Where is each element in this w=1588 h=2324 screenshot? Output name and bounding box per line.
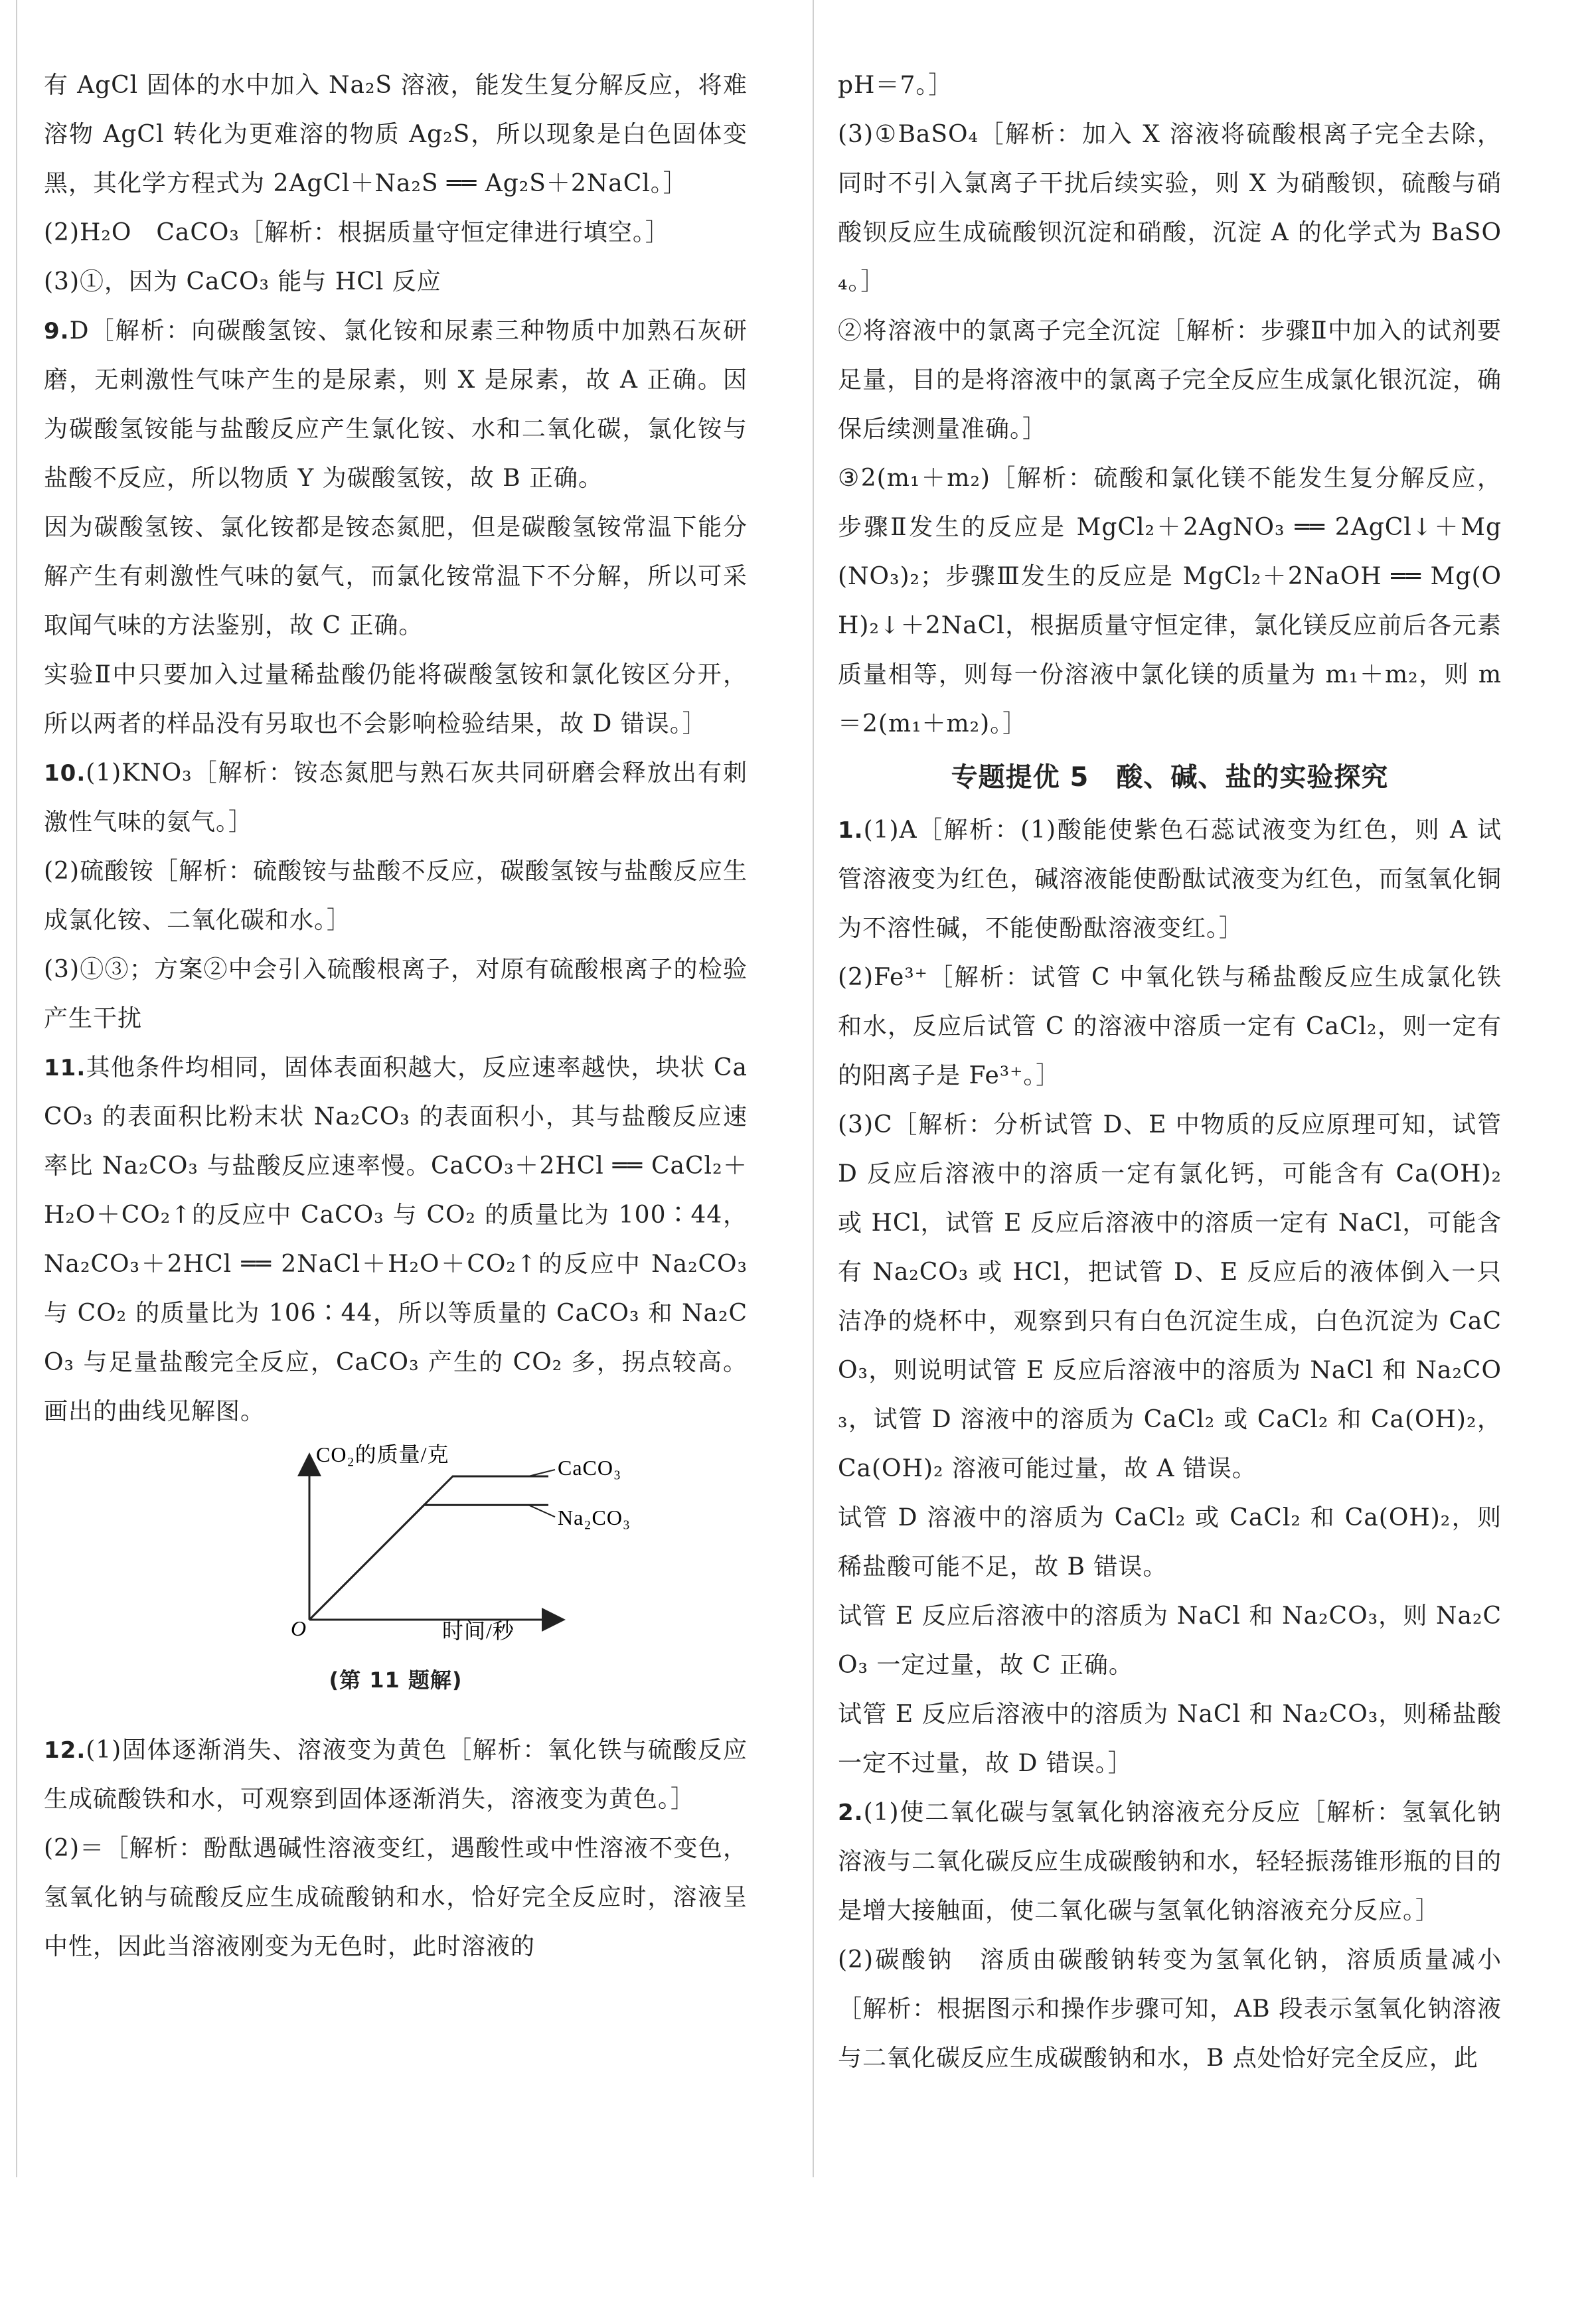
r-q1-para-3: (3)C［解析：分析试管 D、E 中物质的反应原理可知，试管 D 反应后溶液中的溶质一定有氯化钙，可能含有 Ca(OH)₂ 或 HCl，试管 E 反应后溶液中的溶质一定有 NaCl，可能含有 Na₂CO₃ 或 HCl，把试管 D、E 反应后的液体倒入一只洁净的烧杯中，观察到只有白色沉淀生成，白色沉淀为 CaCO₃，则说明试管 E 反应后溶液中的溶质为 NaCl 和 Na₂CO₃，试管 D 溶液中的溶质为 CaCl₂ 或 CaCl₂ 和 Ca(OH)₂，Ca(OH)₂ 溶液可能过量，故 A 错误。 [838, 1111, 1502, 1482]
r-q1-number: 1. [838, 817, 864, 844]
origin-label: O [291, 1616, 307, 1640]
intro-para-2: (2)H₂O CaCO₃［解析：根据质量守恒定律进行填空。］ [44, 219, 670, 246]
co2-mass-chart [44, 1442, 748, 1641]
q9-para-3: 实验Ⅱ中只要加入过量稀盐酸仍能将碳酸氢铵和氯化铵区分开，所以两者的样品没有另取也不会影响检验结果，故 D 错误。］ [44, 661, 748, 737]
q11-text: 其他条件均相同，固体表面积越大，反应速率越快，块状 CaCO₃ 的表面积比粉末状 Na₂CO₃ 的表面积小，其与盐酸反应速率比 Na₂CO₃ 与盐酸反应速率慢。CaCO₃＋2HCl ══ CaCl₂＋H₂O＋CO₂↑的反应中 CaCO₃ 与 CO₂ 的质量比为 100∶44，Na₂CO₃＋2HCl ══ 2NaCl＋H₂O＋CO₂↑的反应中 Na₂CO₃ 与 CO₂ 的质量比为 106∶44，所以等质量的 CaCO₃ 和 Na₂CO₃ 与足量盐酸完全反应，CaCO₃ 产生的 CO₂ 多，拐点较高。画出的曲线见解图。 [44, 1054, 748, 1425]
q11-caption: (第 11 题解) [329, 1667, 463, 1693]
q10-para-1: (1)KNO₃［解析：铵态氮肥与熟石灰共同研磨会释放出有刺激性气味的氨气。］ [44, 759, 748, 836]
r-q1-answer [838, 806, 1502, 953]
column-divider [813, 0, 814, 2177]
left-column [44, 61, 748, 1972]
left-margin-rule [16, 0, 17, 2177]
series-line-1 [309, 1505, 548, 1620]
right-top-para-2: (3)①BaSO₄［解析：加入 X 溶液将硫酸根离子完全去除，同时不引入氯离子干扰后续实验，则 X 为硝酸钡，硫酸与硝酸钡反应生成硫酸钡沉淀和硝酸，沉淀 A 的化学式为 BaSO₄。］ [838, 121, 1502, 295]
r-q2-number: 2. [838, 1800, 864, 1826]
q12-number: 12. [44, 1737, 86, 1764]
q11-number: 11. [44, 1055, 86, 1081]
right-top-para-3: ②将溶液中的氯离子完全沉淀［解析：步骤Ⅱ中加入的试剂要足量，目的是将溶液中的氯离子完全反应生成氯化银沉淀，确保后续测量准确。］ [838, 317, 1502, 443]
q10-answer [44, 749, 748, 847]
r-q1-para-5: 试管 E 反应后溶液中的溶质为 NaCl 和 Na₂CO₃，则 Na₂CO₃ 一定过量，故 C 正确。 [838, 1602, 1502, 1679]
right-top-para-4: ③2(m₁＋m₂)［解析：硫酸和氯化镁不能发生复分解反应，步骤Ⅱ发生的反应是 MgCl₂＋2AgNO₃ ══ 2AgCl↓＋Mg(NO₃)₂；步骤Ⅲ发生的反应是 MgCl₂＋2NaOH ══ Mg(OH)₂↓＋2NaCl，根据质量守恒定律，氯化镁反应前后各元素质量相等，则每一份溶液中氯化镁的质量为 m₁＋m₂，则 m＝2(m₁＋m₂)。］ [838, 465, 1502, 737]
intro-para-3: (3)①，因为 CaCO₃ 能与 HCl 反应 [44, 268, 441, 295]
q9-number: 9. [44, 318, 70, 345]
q12-answer [44, 1726, 748, 1824]
q10-para-3: (3)①③；方案②中会引入硫酸根离子，对原有硫酸根离子的检验产生干扰 [44, 956, 748, 1032]
series-label-1: Na₂CO₃ [558, 1506, 631, 1530]
series-line-0 [309, 1476, 548, 1620]
x-axis-label: 时间/秒 [442, 1619, 515, 1641]
r-q2-para-1: (1)使二氧化碳与氢氧化钠溶液充分反应［解析：氢氧化钠溶液与二氧化碳反应生成碳酸钠和水，轻轻振荡锥形瓶的目的是增大接触面，使二氧化碳与氢氧化钠溶液充分反应。］ [838, 1799, 1502, 1924]
series-layer [309, 1456, 631, 1620]
r-q1-para-2: (2)Fe³⁺［解析：试管 C 中氧化铁与稀盐酸反应生成氯化铁和水，反应后试管 C 的溶液中溶质一定有 CaCl₂，则一定有的阳离子是 Fe³⁺。］ [838, 964, 1502, 1089]
q11-figure [44, 1442, 748, 1658]
r-q2-para-2: (2)碳酸钠 溶质由碳酸钠转变为氢氧化钠，溶质质量减小［解析：根据图示和操作步骤可知，AB 段表示氢氧化钠溶液与二氧化碳反应生成碳酸钠和水，B 点处恰好完全反应，此 [838, 1946, 1502, 2072]
q9-para-1: D［解析：向碳酸氢铵、氯化铵和尿素三种物质中加熟石灰研磨，无刺激性气味产生的是尿素，则 X 是尿素，故 A 正确。因为碳酸氢铵能与盐酸反应产生氯化铵、水和二氧化碳，氯化铵与盐酸不反应，所以物质 Y 为碳酸氢铵，故 B 正确。 [44, 317, 748, 492]
q12-para-1: (1)固体逐渐消失、溶液变为黄色［解析：氧化铁与硫酸反应生成硫酸铁和水，可观察到固体逐渐消失，溶液变为黄色。］ [44, 1737, 748, 1813]
q9-answer [44, 307, 748, 503]
intro-para-1: 有 AgCl 固体的水中加入 Na₂S 溶液，能发生复分解反应，将难溶物 AgCl 转化为更难溶的物质 Ag₂S，所以现象是白色固体变黑，其化学方程式为 2AgCl＋Na₂S ══ Ag₂S＋2NaCl。］ [44, 72, 748, 197]
series-leader-1 [528, 1505, 555, 1517]
section-title: 专题提优 5 酸、碱、盐的实验探究 [951, 762, 1389, 793]
r-q2-answer [838, 1788, 1502, 1936]
r-q1-para-6: 试管 E 反应后溶液中的溶质为 NaCl 和 Na₂CO₃，则稀盐酸一定不过量，故 D 错误。］ [838, 1701, 1502, 1777]
q12-para-2: (2)＝［解析：酚酞遇碱性溶液变红，遇酸性或中性溶液不变色，氢氧化钠与硫酸反应生成硫酸钠和水，恰好完全反应时，溶液呈中性，因此当溶液刚变为无色时，此时溶液的 [44, 1835, 748, 1960]
r-q1-para-4: 试管 D 溶液中的溶质为 CaCl₂ 或 CaCl₂ 和 Ca(OH)₂，则稀盐酸可能不足，故 B 错误。 [838, 1504, 1502, 1581]
q10-para-2: (2)硫酸铵［解析：硫酸铵与盐酸不反应，碳酸氢铵与盐酸反应生成氯化铵、二氧化碳和水。］ [44, 858, 748, 934]
q10-number: 10. [44, 760, 86, 787]
right-top-para-1: pH＝7。］ [838, 72, 953, 99]
r-q1-para-1: (1)A［解析：(1)酸能使紫色石蕊试液变为红色，则 A 试管溶液变为红色，碱溶液能使酚酞试液变为红色，而氢氧化铜为不溶性碱，不能使酚酞溶液变红。］ [838, 816, 1502, 942]
right-column [838, 61, 1502, 2083]
series-label-0: CaCO₃ [558, 1456, 622, 1480]
q9-para-2: 因为碳酸氢铵、氯化铵都是铵态氮肥，但是碳酸氢铵常温下能分解产生有刺激性气味的氨气，而氯化铵常温下不分解，所以可采取闻气味的方法鉴别，故 C 正确。 [44, 514, 748, 639]
y-axis-label: CO₂的质量/克 [316, 1442, 449, 1466]
q11-answer [44, 1044, 748, 1436]
